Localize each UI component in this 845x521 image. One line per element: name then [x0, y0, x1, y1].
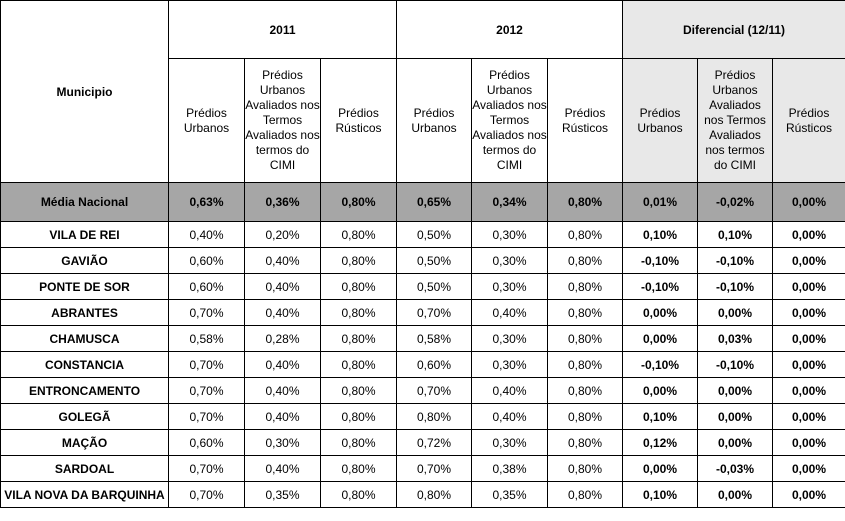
municipio-name: MAÇÃO — [1, 430, 169, 456]
value-cell: 0,28% — [245, 326, 321, 352]
value-cell: 0,80% — [548, 222, 623, 248]
col-rusticos-2012: Prédios Rústicos — [548, 59, 623, 183]
value-cell: 0,00% — [698, 482, 773, 508]
value-cell: 0,40% — [245, 274, 321, 300]
value-cell: 0,00% — [698, 300, 773, 326]
value-cell: 0,60% — [169, 274, 245, 300]
value-cell: 0,80% — [548, 456, 623, 482]
table-row — [1, 300, 845, 326]
value-cell: 0,03% — [698, 326, 773, 352]
col-urbanos-2011: Prédios Urbanos — [169, 59, 245, 183]
value-cell: 0,35% — [245, 482, 321, 508]
cell: 0,65% — [397, 183, 472, 222]
value-cell: 0,38% — [472, 456, 548, 482]
value-cell: -0,10% — [698, 274, 773, 300]
value-cell: 0,80% — [321, 482, 397, 508]
municipio-name: GOLEGÃ — [1, 404, 169, 430]
value-cell: 0,70% — [169, 482, 245, 508]
value-cell: 0,40% — [245, 404, 321, 430]
value-cell: 0,58% — [169, 326, 245, 352]
value-cell: 0,10% — [623, 404, 698, 430]
col-urbanos-diff: Prédios Urbanos — [623, 59, 698, 183]
cell: 0,01% — [623, 183, 698, 222]
municipio-name: VILA NOVA DA BARQUINHA — [1, 482, 169, 508]
value-cell: 0,30% — [472, 326, 548, 352]
value-cell: 0,80% — [397, 404, 472, 430]
table-row — [1, 482, 845, 508]
value-cell: 0,00% — [773, 456, 845, 482]
col-cimi-2011: Prédios Urbanos Avaliados nos Termos Avaliados nos termos do CIMI — [245, 59, 321, 183]
value-cell: 0,80% — [548, 430, 623, 456]
value-cell: 0,00% — [773, 430, 845, 456]
col-rusticos-diff: Prédios Rústicos — [773, 59, 845, 183]
value-cell: 0,30% — [472, 248, 548, 274]
cell: 0,80% — [548, 183, 623, 222]
value-cell: 0,80% — [397, 482, 472, 508]
header-row-years — [1, 1, 845, 59]
value-cell: 0,40% — [245, 352, 321, 378]
value-cell: 0,40% — [245, 300, 321, 326]
col-cimi-diff: Prédios Urbanos Avaliados nos Termos Avaliados nos termos do CIMI — [698, 59, 773, 183]
value-cell: 0,40% — [245, 456, 321, 482]
value-cell: 0,00% — [773, 326, 845, 352]
municipio-name: GAVIÃO — [1, 248, 169, 274]
value-cell: 0,80% — [321, 222, 397, 248]
year-2012-header: 2012 — [397, 1, 623, 59]
value-cell: 0,40% — [245, 248, 321, 274]
value-cell: 0,70% — [397, 300, 472, 326]
value-cell: 0,00% — [773, 248, 845, 274]
value-cell: 0,80% — [548, 352, 623, 378]
table-body — [1, 183, 845, 508]
value-cell: 0,70% — [169, 456, 245, 482]
table-row — [1, 404, 845, 430]
value-cell: 0,58% — [397, 326, 472, 352]
value-cell: 0,80% — [548, 378, 623, 404]
value-cell: 0,10% — [698, 222, 773, 248]
value-cell: 0,10% — [623, 482, 698, 508]
value-cell: 0,60% — [397, 352, 472, 378]
media-nacional-label: Média Nacional — [1, 183, 169, 222]
value-cell: 0,10% — [623, 222, 698, 248]
municipio-name: VILA DE REI — [1, 222, 169, 248]
municipio-name: ENTRONCAMENTO — [1, 378, 169, 404]
value-cell: 0,50% — [397, 274, 472, 300]
value-cell: 0,00% — [773, 352, 845, 378]
value-cell: 0,80% — [321, 352, 397, 378]
table-row — [1, 456, 845, 482]
table-row — [1, 248, 845, 274]
media-nacional-row — [1, 183, 845, 222]
value-cell: 0,50% — [397, 222, 472, 248]
table-row — [1, 222, 845, 248]
col-urbanos-2012: Prédios Urbanos — [397, 59, 472, 183]
value-cell: 0,00% — [773, 378, 845, 404]
municipio-header: Municipio — [1, 1, 169, 183]
value-cell: 0,80% — [548, 404, 623, 430]
value-cell: 0,00% — [698, 404, 773, 430]
value-cell: 0,72% — [397, 430, 472, 456]
value-cell: 0,70% — [169, 352, 245, 378]
value-cell: 0,70% — [169, 378, 245, 404]
value-cell: 0,50% — [397, 248, 472, 274]
value-cell: 0,80% — [548, 326, 623, 352]
value-cell: 0,80% — [548, 274, 623, 300]
value-cell: 0,30% — [472, 222, 548, 248]
value-cell: 0,30% — [245, 430, 321, 456]
value-cell: -0,10% — [623, 352, 698, 378]
value-cell: 0,40% — [245, 378, 321, 404]
cell: 0,36% — [245, 183, 321, 222]
value-cell: 0,80% — [548, 300, 623, 326]
value-cell: 0,80% — [321, 274, 397, 300]
value-cell: 0,30% — [472, 352, 548, 378]
year-2011-header: 2011 — [169, 1, 397, 59]
value-cell: 0,00% — [623, 326, 698, 352]
value-cell: 0,00% — [623, 456, 698, 482]
value-cell: 0,00% — [623, 378, 698, 404]
value-cell: 0,20% — [245, 222, 321, 248]
value-cell: 0,35% — [472, 482, 548, 508]
value-cell: 0,60% — [169, 248, 245, 274]
value-cell: 0,80% — [548, 248, 623, 274]
value-cell: 0,80% — [548, 482, 623, 508]
table-row — [1, 378, 845, 404]
value-cell: 0,80% — [321, 456, 397, 482]
table-row — [1, 274, 845, 300]
value-cell: 0,80% — [321, 326, 397, 352]
value-cell: -0,10% — [698, 352, 773, 378]
diferencial-header: Diferencial (12/11) — [623, 1, 845, 59]
value-cell: 0,00% — [773, 404, 845, 430]
value-cell: 0,70% — [397, 456, 472, 482]
value-cell: 0,80% — [321, 300, 397, 326]
municipio-name: CONSTANCIA — [1, 352, 169, 378]
value-cell: 0,80% — [321, 378, 397, 404]
value-cell: -0,03% — [698, 456, 773, 482]
table-row — [1, 326, 845, 352]
value-cell: 0,40% — [169, 222, 245, 248]
value-cell: 0,70% — [397, 378, 472, 404]
cell: -0,02% — [698, 183, 773, 222]
table-row — [1, 430, 845, 456]
value-cell: 0,00% — [698, 430, 773, 456]
value-cell: 0,30% — [472, 274, 548, 300]
value-cell: 0,12% — [623, 430, 698, 456]
value-cell: 0,40% — [472, 404, 548, 430]
table-row — [1, 352, 845, 378]
value-cell: -0,10% — [698, 248, 773, 274]
municipio-name: PONTE DE SOR — [1, 274, 169, 300]
col-cimi-2012: Prédios Urbanos Avaliados nos Termos Avaliados nos termos do CIMI — [472, 59, 548, 183]
value-cell: 0,70% — [169, 300, 245, 326]
value-cell: 0,00% — [698, 378, 773, 404]
value-cell: -0,10% — [623, 248, 698, 274]
value-cell: 0,80% — [321, 430, 397, 456]
value-cell: 0,70% — [169, 404, 245, 430]
value-cell: 0,80% — [321, 404, 397, 430]
municipio-name: SARDOAL — [1, 456, 169, 482]
value-cell: 0,40% — [472, 300, 548, 326]
municipio-name: ABRANTES — [1, 300, 169, 326]
value-cell: 0,00% — [773, 222, 845, 248]
cell: 0,63% — [169, 183, 245, 222]
value-cell: 0,00% — [773, 482, 845, 508]
cell: 0,80% — [321, 183, 397, 222]
value-cell: 0,60% — [169, 430, 245, 456]
col-rusticos-2011: Prédios Rústicos — [321, 59, 397, 183]
value-cell: 0,00% — [773, 300, 845, 326]
value-cell: 0,00% — [623, 300, 698, 326]
value-cell: 0,00% — [773, 274, 845, 300]
value-cell: 0,80% — [321, 248, 397, 274]
value-cell: -0,10% — [623, 274, 698, 300]
value-cell: 0,40% — [472, 378, 548, 404]
municipio-name: CHAMUSCA — [1, 326, 169, 352]
cell: 0,00% — [773, 183, 845, 222]
value-cell: 0,30% — [472, 430, 548, 456]
cell: 0,34% — [472, 183, 548, 222]
